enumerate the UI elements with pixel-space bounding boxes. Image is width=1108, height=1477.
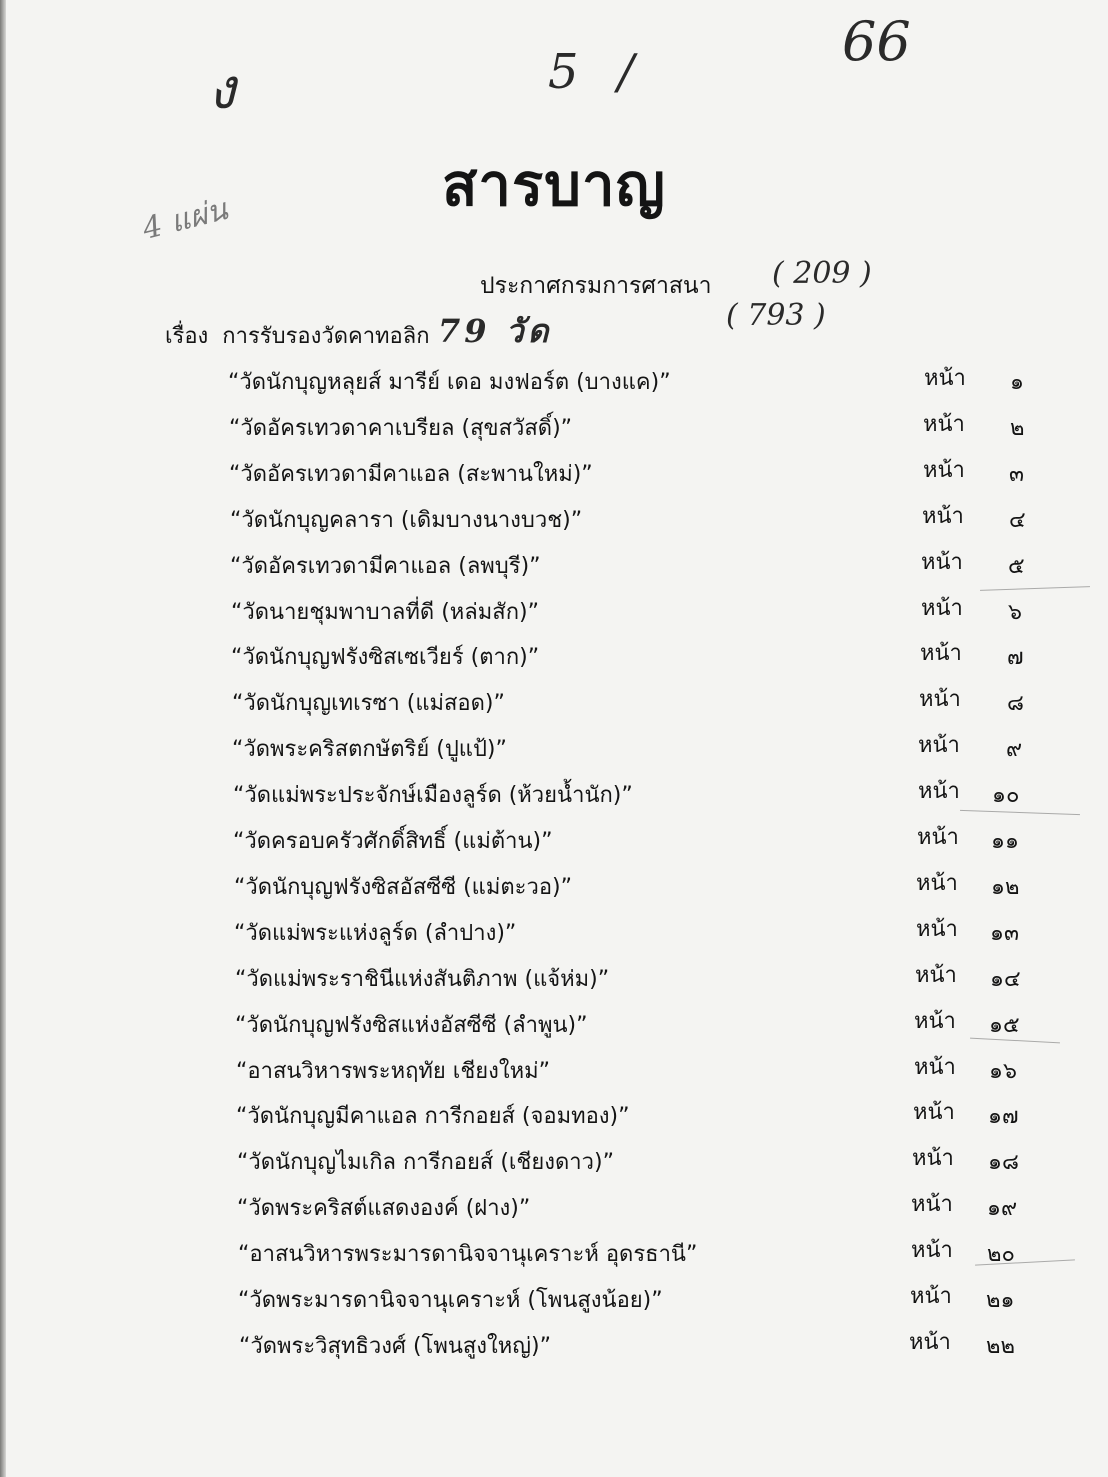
contents-entry [0,1007,1108,1037]
document-subtitle: ประกาศกรมการศาสนา [480,273,712,299]
entry-page-number: ๑ [1010,370,1024,395]
entry-page-number: ๗ [1007,645,1024,670]
entry-page-label: หน้า [920,641,962,666]
entry-page-number: ๑๓ [990,921,1020,946]
entry-page-number: ๑๕ [989,1013,1020,1038]
contents-entry [0,685,1108,715]
contents-entry [0,1144,1108,1174]
entry-page-label: หน้า [922,504,964,529]
handwritten-number-2: ( 793 ) [726,298,826,333]
entry-page-number: ๘ [1007,691,1024,716]
contents-entry [0,961,1108,991]
entry-name: “อาสนวิหารพระหฤทัย เชียงใหม่” [236,1059,551,1084]
entry-page-label: หน้า [924,366,966,391]
entry-page-label: หน้า [915,963,957,988]
entry-page-label: หน้า [913,1100,955,1125]
entry-page-label: หน้า [911,1192,953,1217]
entry-page-number: ๑๑ [991,829,1019,854]
entry-name: “วัดนักบุญเทเรซา (แม่สอด)” [232,691,505,716]
entry-name: “วัดอัครเทวดาคาเบรียล (สุขสวัสดิ์)” [229,416,573,441]
handwritten-count-note: 79 วัด [438,312,553,350]
entry-page-label: หน้า [911,1238,953,1263]
entry-page-label: หน้า [912,1146,954,1171]
handwritten-top-center: 5 / [548,44,646,100]
entry-name: “วัดนายชุมพาบาลที่ดี (หล่มสัก)” [231,600,539,625]
entry-name: “วัดพระมารดานิจจานุเคราะห์ (โพนสูงน้อย)” [238,1288,663,1313]
entry-page-number: ๒ [1010,416,1025,441]
entry-name: “วัดนักบุญฟรังซิสเซเวียร์ (ตาก)” [231,645,540,670]
entry-page-number: ๔ [1009,508,1026,533]
handwritten-top-left: ง [208,57,236,122]
entry-page-number: ๓ [1009,462,1025,487]
entry-page-label: หน้า [917,825,959,850]
contents-entry [0,1236,1108,1266]
entry-name: “วัดนักบุญมีคาแอล การีกอยส์ (จอมทอง)” [236,1104,630,1129]
entry-page-label: หน้า [921,550,963,575]
entry-name: “วัดแม่พระแห่งลูร์ด (ลำปาง)” [234,921,517,946]
entry-name: “วัดแม่พระประจักษ์เมืองลูร์ด (ห้วยน้ำนัก)” [233,783,633,808]
entry-page-number: ๒๑ [986,1288,1015,1313]
entry-page-number: ๕ [1008,554,1025,579]
entry-page-number: ๒๐ [987,1242,1015,1267]
entry-name: “วัดพระวิสุทธิวงศ์ (โพนสูงใหญ่)” [239,1334,552,1359]
entry-name: “วัดนักบุญฟรังซิสอัสซีซี (แม่ตะวอ)” [234,875,573,900]
entry-name: “วัดนักบุญไมเกิล การีกอยส์ (เชียงดาว)” [237,1150,614,1175]
entry-page-number: ๖ [1008,600,1022,625]
contents-entry [0,456,1108,486]
entry-name: “วัดนักบุญคลารา (เดิมบางนางบวช)” [230,508,583,533]
entry-name: “วัดแม่พระราชินีแห่งสันติภาพ (แจ้ห่ม)” [235,967,610,992]
entry-page-label: หน้า [918,779,960,804]
handwritten-top-right: 66 [842,10,911,73]
entry-name: “อาสนวิหารพระมารดานิจจานุเคราะห์ อุดรธานี” [238,1242,698,1267]
entry-name: “วัดพระคริสต์แสดงองค์ (ฝาง)” [237,1196,531,1221]
contents-entry [0,823,1108,853]
contents-entry [0,639,1108,669]
entry-page-label: หน้า [921,596,963,621]
entry-page-number: ๑๔ [990,967,1021,992]
entry-page-label: หน้า [914,1055,956,1080]
entry-page-number: ๑๖ [989,1059,1017,1084]
contents-entry [0,410,1108,440]
entry-page-number: ๑๗ [988,1104,1019,1129]
contents-entry [0,1053,1108,1083]
entry-name: “วัดนักบุญหลุยส์ มารีย์ เดอ มงฟอร์ต (บางแค)” [228,370,671,395]
entry-page-number: ๑๙ [987,1196,1018,1221]
contents-entry [0,1328,1108,1358]
contents-entry [0,777,1108,807]
entry-page-number: ๑๒ [991,875,1020,900]
entry-page-label: หน้า [910,1284,952,1309]
entry-page-number: ๑๘ [988,1150,1019,1175]
entry-page-label: หน้า [916,871,958,896]
contents-entry [0,1190,1108,1220]
handwritten-number-1: ( 209 ) [772,256,872,291]
contents-entry [0,1282,1108,1312]
contents-entry [0,915,1108,945]
document-title: สารบาญ [442,151,666,219]
subject-label: เรื่อง [165,324,209,349]
entry-name: “วัดพระคริสตกษัตริย์ (ปูแป้)” [232,737,507,762]
entry-page-label: หน้า [923,412,965,437]
entry-name: “วัดอัครเทวดามีคาแอล (สะพานใหม่)” [229,462,593,487]
entry-page-label: หน้า [919,687,961,712]
entry-name: “วัดครอบครัวศักดิ์สิทธิ์ (แม่ต้าน)” [233,829,553,854]
entry-page-number: ๙ [1006,737,1023,762]
contents-entry [0,1098,1108,1128]
subject-text: การรับรองวัดคาทอลิก [222,324,430,349]
entry-page-label: หน้า [909,1330,951,1355]
contents-entry [0,869,1108,899]
entry-page-label: หน้า [918,733,960,758]
contents-entry [0,594,1108,624]
entry-page-label: หน้า [923,458,965,483]
contents-entry [0,364,1108,394]
contents-entry [0,731,1108,761]
contents-entry [0,502,1108,532]
entry-name: “วัดอัครเทวดามีคาแอล (ลพบุรี)” [230,554,541,579]
entry-page-number: ๒๒ [986,1334,1016,1359]
entry-page-label: หน้า [914,1009,956,1034]
entry-page-number: ๑๐ [992,783,1020,808]
entry-name: “วัดนักบุญฟรังซิสแห่งอัสซีซี (ลำพูน)” [235,1013,588,1038]
handwritten-side-note: 4 แผ่น [139,192,232,247]
entry-page-label: หน้า [916,917,958,942]
contents-entry [0,548,1108,578]
